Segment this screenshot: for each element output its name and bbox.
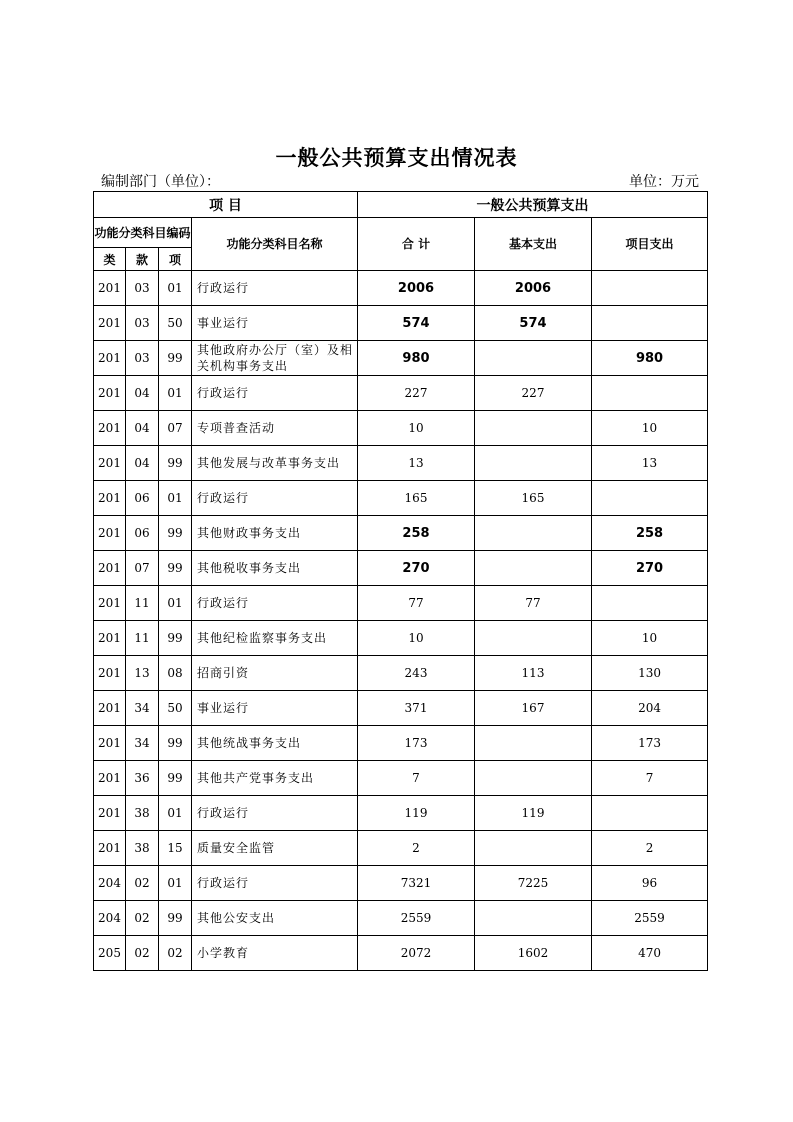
- page-title: 一般公共预算支出情况表: [275, 146, 518, 170]
- project-cell: [592, 306, 708, 341]
- kuan-code-cell: 04: [126, 376, 159, 411]
- basic-cell: 167: [475, 691, 592, 726]
- kuan-code-cell: 03: [126, 341, 159, 376]
- kuan-code-cell: 38: [126, 831, 159, 866]
- kuan-code-cell: 07: [126, 551, 159, 586]
- basic-cell: [475, 761, 592, 796]
- project-cell: 10: [592, 411, 708, 446]
- header-func-name: 功能分类科目名称: [192, 218, 358, 271]
- lei-code-cell: 201: [94, 376, 126, 411]
- subject-name-cell: 事业运行: [192, 306, 358, 341]
- project-cell: 204: [592, 691, 708, 726]
- basic-cell: 77: [475, 586, 592, 621]
- xiang-code-cell: 99: [159, 901, 192, 936]
- basic-cell: [475, 341, 592, 376]
- lei-code-cell: 201: [94, 306, 126, 341]
- kuan-code-cell: 11: [126, 621, 159, 656]
- lei-code-cell: 204: [94, 866, 126, 901]
- total-cell: 7321: [358, 866, 475, 901]
- xiang-code-cell: 01: [159, 481, 192, 516]
- kuan-code-cell: 06: [126, 481, 159, 516]
- subject-name-cell: 行政运行: [192, 481, 358, 516]
- kuan-code-cell: 34: [126, 726, 159, 761]
- subject-name-cell: 行政运行: [192, 866, 358, 901]
- lei-code-cell: 201: [94, 726, 126, 761]
- table-row: [94, 691, 708, 726]
- lei-code-cell: 201: [94, 411, 126, 446]
- lei-code-cell: 201: [94, 691, 126, 726]
- project-cell: 258: [592, 516, 708, 551]
- table-body: [94, 271, 708, 971]
- xiang-code-cell: 99: [159, 341, 192, 376]
- total-cell: 2006: [358, 271, 475, 306]
- xiang-code-cell: 50: [159, 691, 192, 726]
- basic-cell: [475, 446, 592, 481]
- subject-name-cell: 行政运行: [192, 796, 358, 831]
- subject-name-cell: 行政运行: [192, 376, 358, 411]
- basic-cell: 7225: [475, 866, 592, 901]
- total-cell: 77: [358, 586, 475, 621]
- table-row: [94, 936, 708, 971]
- lei-code-cell: 201: [94, 656, 126, 691]
- basic-cell: [475, 551, 592, 586]
- total-cell: 227: [358, 376, 475, 411]
- kuan-code-cell: 38: [126, 796, 159, 831]
- table-row: [94, 866, 708, 901]
- basic-cell: [475, 831, 592, 866]
- unit-label: 单位：万元: [629, 174, 699, 190]
- header-lei: 类: [94, 248, 126, 271]
- table-row: [94, 656, 708, 691]
- kuan-code-cell: 34: [126, 691, 159, 726]
- lei-code-cell: 205: [94, 936, 126, 971]
- table-row: [94, 796, 708, 831]
- project-cell: [592, 271, 708, 306]
- basic-cell: 2006: [475, 271, 592, 306]
- subject-name-cell: 行政运行: [192, 271, 358, 306]
- subject-name-cell: 质量安全监管: [192, 831, 358, 866]
- total-cell: 574: [358, 306, 475, 341]
- header-kuan: 款: [126, 248, 159, 271]
- lei-code-cell: 201: [94, 516, 126, 551]
- lei-code-cell: 201: [94, 481, 126, 516]
- subject-name-cell: 其他财政事务支出: [192, 516, 358, 551]
- subject-name-cell: 其他纪检监察事务支出: [192, 621, 358, 656]
- xiang-code-cell: 01: [159, 866, 192, 901]
- project-cell: [592, 586, 708, 621]
- basic-cell: [475, 621, 592, 656]
- project-cell: [592, 481, 708, 516]
- subject-name-cell: 事业运行: [192, 691, 358, 726]
- kuan-code-cell: 11: [126, 586, 159, 621]
- header-xiang: 项: [159, 248, 192, 271]
- table-row: [94, 271, 708, 306]
- lei-code-cell: 201: [94, 586, 126, 621]
- table-row: [94, 516, 708, 551]
- total-cell: 7: [358, 761, 475, 796]
- xiang-code-cell: 01: [159, 796, 192, 831]
- total-cell: 173: [358, 726, 475, 761]
- project-cell: [592, 376, 708, 411]
- project-cell: 13: [592, 446, 708, 481]
- subject-name-cell: 小学教育: [192, 936, 358, 971]
- table-row: [94, 481, 708, 516]
- header-project: 项目支出: [592, 218, 708, 271]
- lei-code-cell: 201: [94, 341, 126, 376]
- xiang-code-cell: 08: [159, 656, 192, 691]
- basic-cell: 574: [475, 306, 592, 341]
- project-cell: 980: [592, 341, 708, 376]
- xiang-code-cell: 99: [159, 761, 192, 796]
- project-cell: 96: [592, 866, 708, 901]
- table-row: [94, 551, 708, 586]
- total-cell: 13: [358, 446, 475, 481]
- org-label: 编制部门（单位）：: [101, 174, 220, 190]
- project-cell: 7: [592, 761, 708, 796]
- project-cell: 270: [592, 551, 708, 586]
- xiang-code-cell: 99: [159, 726, 192, 761]
- total-cell: 119: [358, 796, 475, 831]
- kuan-code-cell: 36: [126, 761, 159, 796]
- basic-cell: 119: [475, 796, 592, 831]
- basic-cell: 113: [475, 656, 592, 691]
- project-cell: 10: [592, 621, 708, 656]
- lei-code-cell: 201: [94, 831, 126, 866]
- lei-code-cell: 201: [94, 271, 126, 306]
- xiang-code-cell: 99: [159, 516, 192, 551]
- subject-name-cell: 其他公安支出: [192, 901, 358, 936]
- header-item: 项 目: [94, 192, 358, 218]
- table-row: [94, 831, 708, 866]
- total-cell: 258: [358, 516, 475, 551]
- project-cell: 173: [592, 726, 708, 761]
- xiang-code-cell: 99: [159, 621, 192, 656]
- subject-name-cell: 其他统战事务支出: [192, 726, 358, 761]
- lei-code-cell: 201: [94, 551, 126, 586]
- basic-cell: 165: [475, 481, 592, 516]
- total-cell: 980: [358, 341, 475, 376]
- subject-name-cell: 其他发展与改革事务支出: [192, 446, 358, 481]
- total-cell: 10: [358, 621, 475, 656]
- table-row: [94, 901, 708, 936]
- lei-code-cell: 204: [94, 901, 126, 936]
- table-row: [94, 586, 708, 621]
- table-row: [94, 411, 708, 446]
- basic-cell: 1602: [475, 936, 592, 971]
- kuan-code-cell: 02: [126, 866, 159, 901]
- budget-table: [93, 191, 708, 971]
- subject-name-cell: 其他政府办公厅（室）及相关机构事务支出: [192, 341, 358, 376]
- subject-name-cell: 其他共产党事务支出: [192, 761, 358, 796]
- header-func-code: 功能分类科目编码: [94, 218, 192, 248]
- subject-name-cell: 招商引资: [192, 656, 358, 691]
- project-cell: 130: [592, 656, 708, 691]
- table-row: [94, 621, 708, 656]
- total-cell: 2: [358, 831, 475, 866]
- basic-cell: [475, 901, 592, 936]
- table-row: [94, 341, 708, 376]
- xiang-code-cell: 01: [159, 271, 192, 306]
- subject-name-cell: 专项普查活动: [192, 411, 358, 446]
- header-basic: 基本支出: [475, 218, 592, 271]
- kuan-code-cell: 02: [126, 901, 159, 936]
- basic-cell: [475, 411, 592, 446]
- total-cell: 243: [358, 656, 475, 691]
- kuan-code-cell: 04: [126, 446, 159, 481]
- subject-name-cell: 行政运行: [192, 586, 358, 621]
- xiang-code-cell: 15: [159, 831, 192, 866]
- xiang-code-cell: 07: [159, 411, 192, 446]
- lei-code-cell: 201: [94, 796, 126, 831]
- total-cell: 2559: [358, 901, 475, 936]
- header-total: 合 计: [358, 218, 475, 271]
- xiang-code-cell: 99: [159, 446, 192, 481]
- header-budget: 一般公共预算支出: [358, 192, 708, 218]
- xiang-code-cell: 01: [159, 376, 192, 411]
- lei-code-cell: 201: [94, 621, 126, 656]
- project-cell: [592, 796, 708, 831]
- kuan-code-cell: 03: [126, 306, 159, 341]
- project-cell: 2: [592, 831, 708, 866]
- table-row: [94, 726, 708, 761]
- table-row: [94, 376, 708, 411]
- project-cell: 470: [592, 936, 708, 971]
- table-row: [94, 306, 708, 341]
- xiang-code-cell: 02: [159, 936, 192, 971]
- total-cell: 2072: [358, 936, 475, 971]
- table-row: [94, 761, 708, 796]
- kuan-code-cell: 04: [126, 411, 159, 446]
- xiang-code-cell: 01: [159, 586, 192, 621]
- total-cell: 371: [358, 691, 475, 726]
- xiang-code-cell: 50: [159, 306, 192, 341]
- kuan-code-cell: 06: [126, 516, 159, 551]
- lei-code-cell: 201: [94, 761, 126, 796]
- table-row: [94, 446, 708, 481]
- kuan-code-cell: 03: [126, 271, 159, 306]
- basic-cell: 227: [475, 376, 592, 411]
- basic-cell: [475, 726, 592, 761]
- lei-code-cell: 201: [94, 446, 126, 481]
- total-cell: 165: [358, 481, 475, 516]
- subject-name-cell: 其他税收事务支出: [192, 551, 358, 586]
- total-cell: 270: [358, 551, 475, 586]
- kuan-code-cell: 02: [126, 936, 159, 971]
- basic-cell: [475, 516, 592, 551]
- xiang-code-cell: 99: [159, 551, 192, 586]
- kuan-code-cell: 13: [126, 656, 159, 691]
- total-cell: 10: [358, 411, 475, 446]
- project-cell: 2559: [592, 901, 708, 936]
